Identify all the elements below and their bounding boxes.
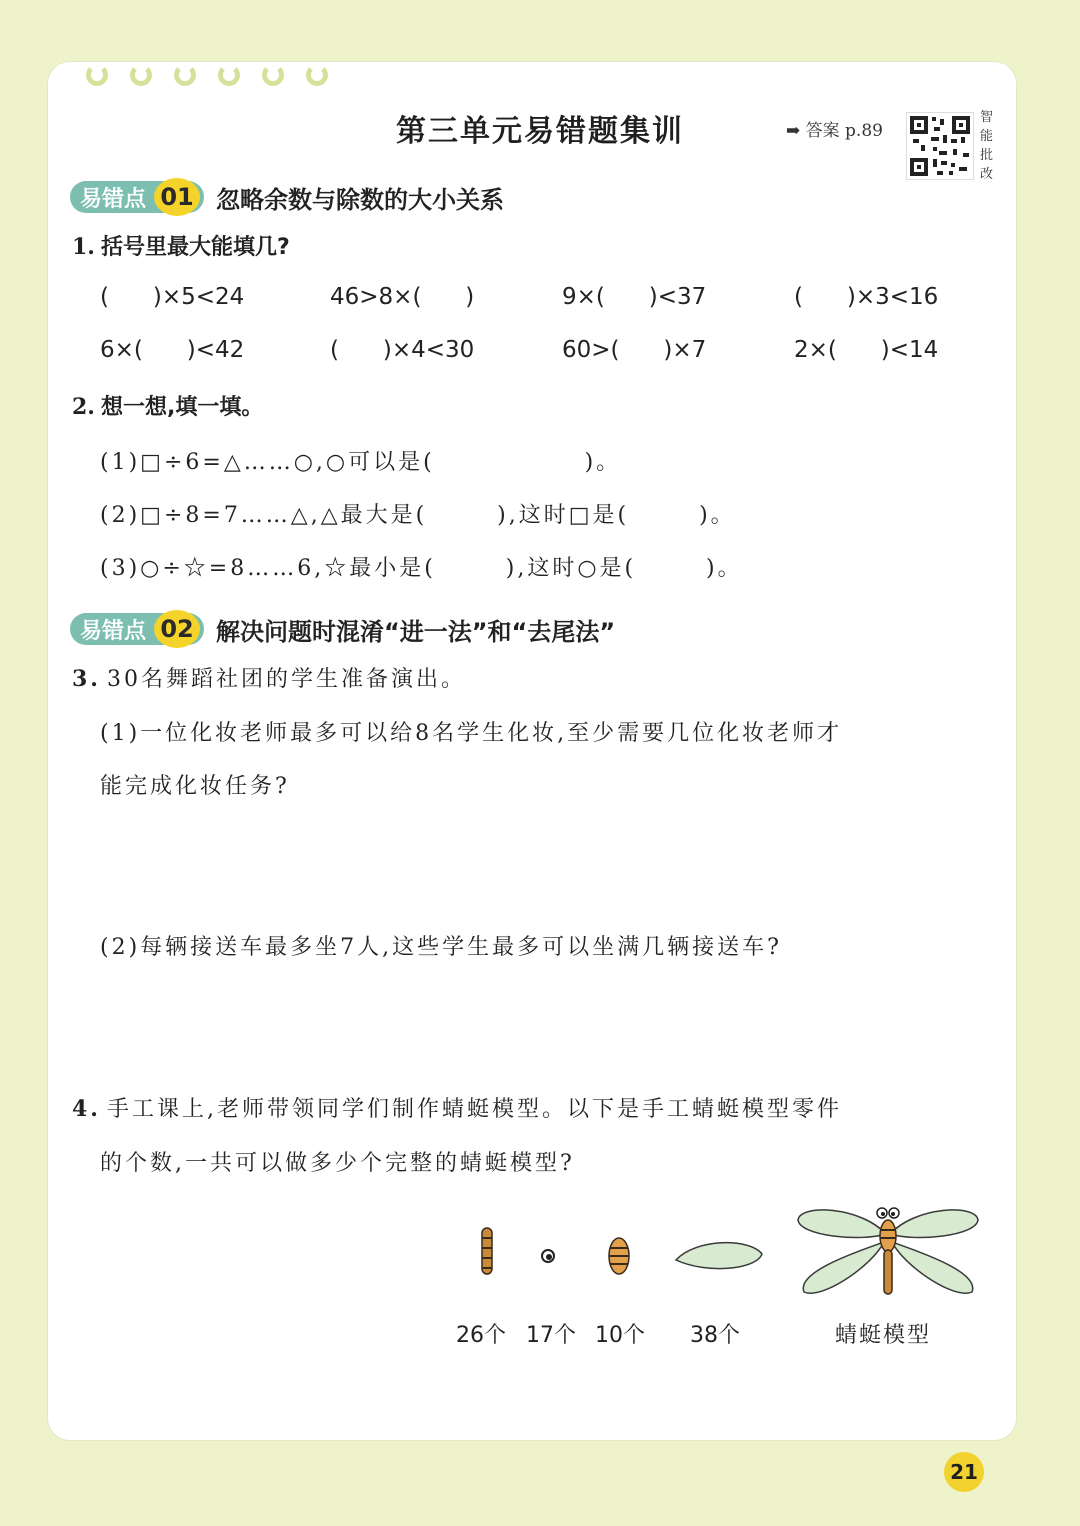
tag-pill (70, 613, 204, 645)
section-title: 解决问题时混淆“进一法”和“去尾法” (216, 617, 616, 646)
dragonfly-model-icon (798, 1208, 978, 1294)
ring-icon (174, 64, 196, 86)
sub-question: 能完成化妆任务? (100, 774, 290, 799)
ring-icon (218, 64, 240, 86)
section-tag-01 (70, 180, 504, 214)
blank-expression[interactable]: ( )×4<30 (330, 337, 475, 363)
tag-number: 02 (154, 610, 200, 648)
body-part-icon (609, 1238, 629, 1274)
model-label: 蜻蜓模型 (835, 1323, 932, 1348)
sub-question[interactable]: (1)□÷6=△……○,○可以是( )。 (100, 450, 622, 475)
question-number: 4. (72, 1096, 101, 1122)
sub-question[interactable]: (3)○÷☆=8……6,☆最小是( ),这时○是( )。 (100, 556, 743, 581)
question-text-line: 的个数,一共可以做多少个完整的蜻蜓模型? (100, 1151, 575, 1176)
blank-expression[interactable]: 9×( )<37 (562, 284, 707, 310)
sub-question: (1)一位化妆老师最多可以给8名学生化妆,至少需要几位化妆老师才 (100, 721, 843, 746)
qr-code-icon[interactable] (906, 112, 974, 180)
section-tag-02 (70, 612, 615, 646)
question-3 (72, 662, 466, 693)
question-text: 30名舞蹈社团的学生准备演出。 (106, 667, 466, 692)
eye-part-icon (542, 1250, 554, 1262)
sub-question[interactable]: (2)□÷8=7……△,△最大是( ),这时□是( )。 (100, 503, 736, 528)
blank-expression[interactable]: ( )×3<16 (794, 284, 939, 310)
tag-label: 易错点 (80, 618, 147, 644)
sub-question: (2)每辆接送车最多坐7人,这些学生最多可以坐满几辆接送车? (100, 935, 782, 960)
qr-caption: 智能批改 (980, 110, 994, 182)
ring-icon (262, 64, 284, 86)
page-number: 21 (944, 1452, 984, 1492)
question-number: 2. (72, 394, 95, 420)
question-number: 3. (72, 666, 101, 692)
tag-label: 易错点 (80, 186, 147, 212)
tail-part-icon (482, 1228, 492, 1274)
tag-pill (70, 181, 204, 213)
blank-expression[interactable]: 2×( )<14 (794, 337, 939, 363)
question-number: 1. (72, 234, 95, 260)
blank-expression[interactable]: ( )×5<24 (100, 284, 245, 310)
section-title: 忽略余数与除数的大小关系 (216, 185, 505, 214)
question-text: 括号里最大能填几? (100, 235, 290, 260)
part-count-label: 10个 (595, 1323, 645, 1348)
question-text: 手工课上,老师带领同学们制作蜻蜓模型。以下是手工蜻蜓模型零件 (106, 1097, 842, 1122)
blank-expression[interactable]: 60>( )×7 (562, 337, 707, 363)
page-title: 第三单元易错题集训 (396, 114, 684, 149)
blank-expression[interactable]: 6×( )<42 (100, 337, 245, 363)
wing-part-icon (676, 1243, 762, 1269)
blank-expression[interactable]: 46>8×( ) (330, 284, 475, 310)
question-2 (72, 390, 263, 421)
question-text: 想一想,填一填。 (100, 395, 264, 420)
question-1 (72, 230, 290, 261)
binder-rings (86, 64, 346, 96)
dragonfly-parts-illustration (460, 1196, 1000, 1296)
ring-icon (130, 64, 152, 86)
tag-number: 01 (154, 178, 200, 216)
ring-icon (306, 64, 328, 86)
part-count-label: 26个 (456, 1323, 506, 1348)
part-count-label: 38个 (690, 1323, 740, 1348)
question-4 (72, 1092, 842, 1123)
part-count-label: 17个 (526, 1323, 576, 1348)
answer-reference: ➡ 答案 p.89 (786, 121, 883, 141)
ring-icon (86, 64, 108, 86)
